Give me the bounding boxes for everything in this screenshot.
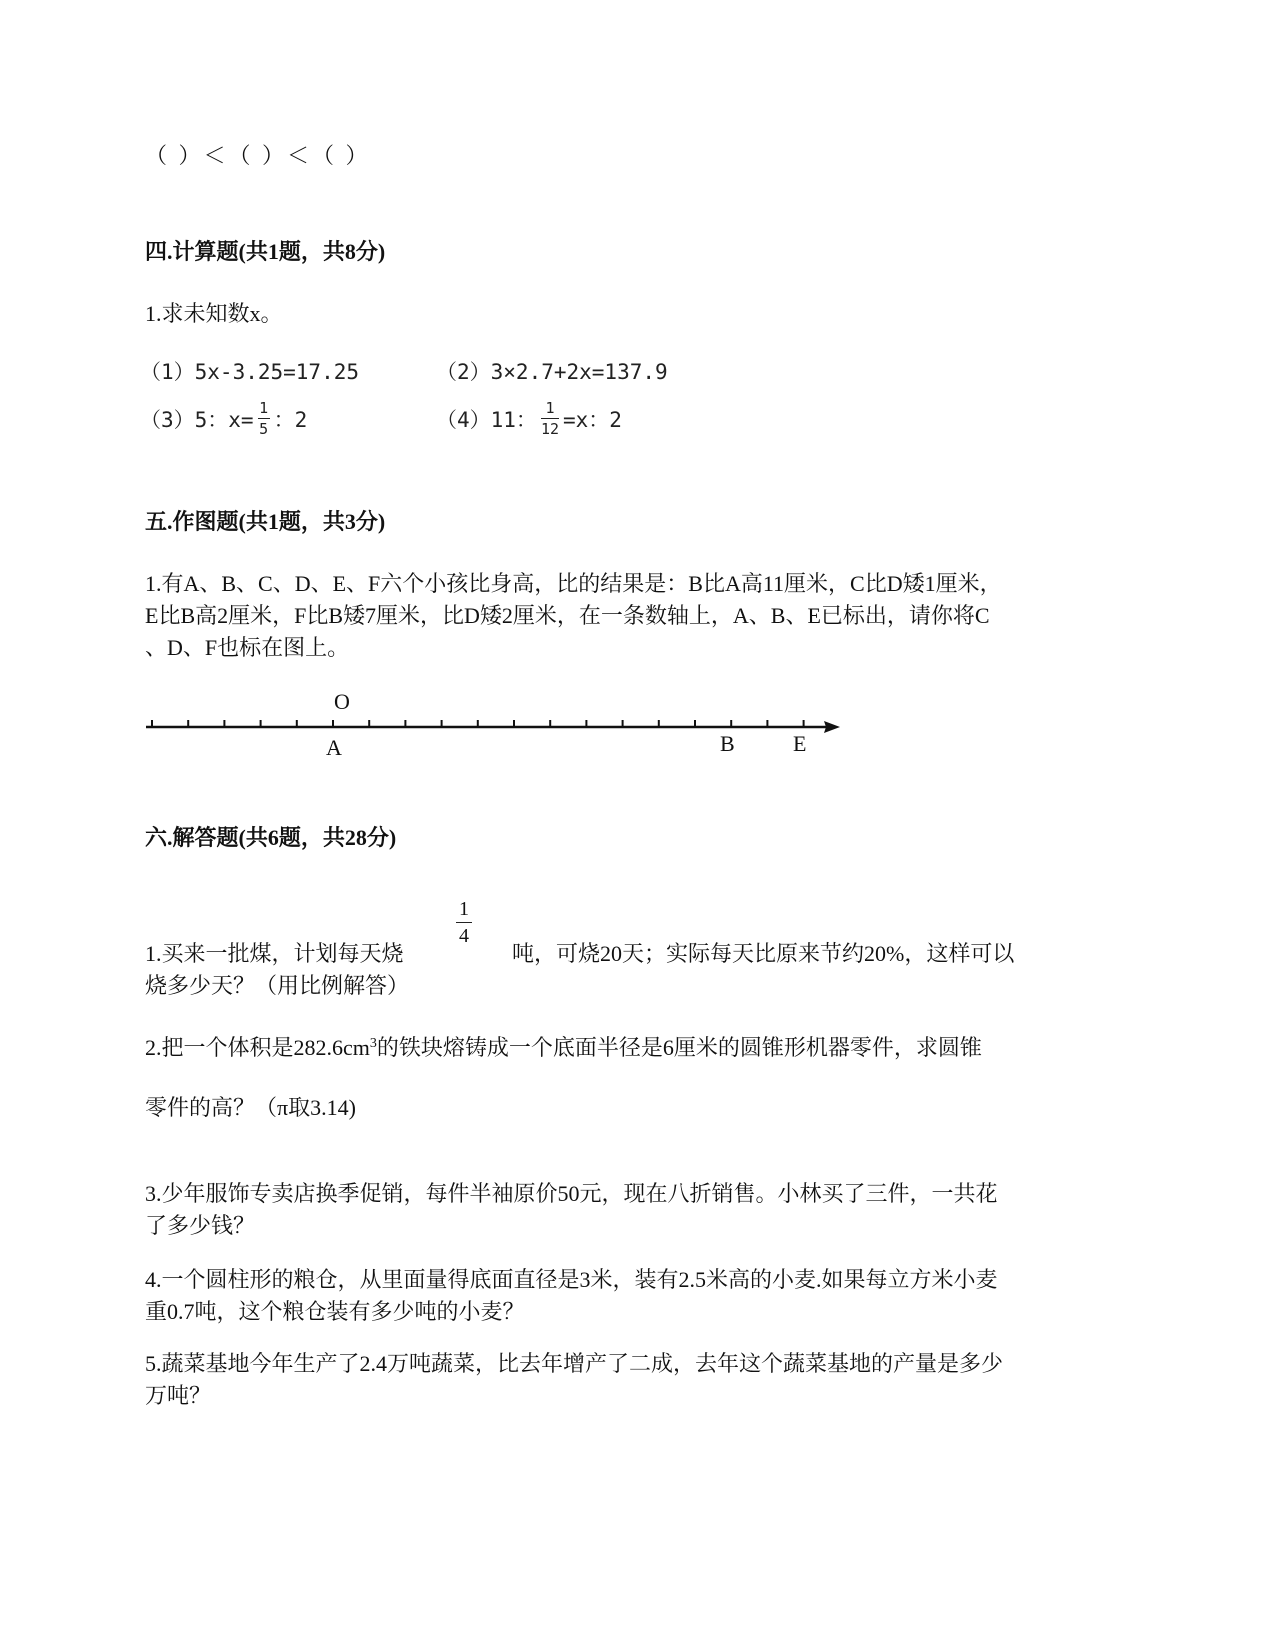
section-5-heading: 五.作图题(共1题，共3分) (145, 509, 386, 534)
question-2-text-start: 2.把一个体积是282.6cm (145, 1035, 370, 1060)
fraction-denominator: 4 (459, 925, 469, 947)
section-6-question-3-line-1: 3.少年服饰专卖店换季促销，每件半袖原价50元，现在八折销售。小林买了三件，一共花 (145, 1181, 998, 1206)
fraction-numerator: 1 (545, 399, 555, 417)
number-line (140, 685, 850, 765)
point-b-label: B (720, 731, 735, 756)
equation-1: （1）5x-3.25=17.25 (140, 360, 360, 384)
section-6-heading: 六.解答题(共6题，共28分) (145, 825, 397, 850)
axis-arrow (824, 721, 840, 733)
fraction-numerator: 1 (459, 898, 469, 920)
section-6-question-2-line-2: 零件的高？（π取3.14) (145, 1095, 356, 1120)
fraction-denominator: 5 (259, 420, 269, 438)
section-5-question-1-line-1: 1.有A、B、C、D、E、F六个小孩比身高，比的结果是：B比A高11厘米，C比D矮1厘米， (145, 571, 1002, 596)
coal-fraction (456, 898, 472, 947)
section-6-question-4-line-2: 重0.7吨，这个粮仓装有多少吨的小麦？ (145, 1299, 525, 1324)
section-6-question-4-line-1: 4.一个圆柱形的粮仓，从里面量得底面直径是3米，装有2.5米高的小麦.如果每立方米小麦 (145, 1267, 998, 1292)
compare-blanks: （ ）＜（ ）＜（ ） (145, 143, 371, 168)
point-a-label: A (326, 735, 342, 760)
fraction-bar (456, 922, 472, 923)
section-6-question-5-line-1: 5.蔬菜基地今年生产了2.4万吨蔬菜，比去年增产了二成，去年这个蔬菜基地的产量是多少 (145, 1351, 1004, 1376)
section-5-question-1-line-3: 、D、F也标在图上。 (145, 635, 350, 660)
equation-4-left: （4）11： (436, 407, 537, 432)
section-6-question-2-line-1 (145, 1028, 982, 1064)
equation-3-left: （3）5：x= (140, 407, 254, 432)
section-6-question-1-end: 吨，可烧20天；实际每天比原来节约20%，这样可以 (512, 941, 1015, 966)
section-4-heading: 四.计算题(共1题，共8分) (145, 239, 386, 264)
equation-4-fraction (541, 400, 559, 437)
equation-4 (436, 400, 622, 437)
section-6-question-5-line-2: 万吨？ (145, 1383, 212, 1408)
fraction-bar (258, 418, 270, 419)
equation-3 (140, 400, 307, 437)
equation-4-right: =x：2 (563, 407, 622, 432)
fraction-denominator: 12 (540, 420, 559, 438)
equation-2: （2）3×2.7+2x=137.9 (436, 360, 668, 384)
point-e-label: E (793, 731, 807, 756)
section-6-question-3-line-2: 了多少钱？ (145, 1213, 256, 1238)
origin-label: O (334, 689, 350, 714)
fraction-bar (541, 418, 559, 419)
equation-3-right: ：2 (273, 407, 308, 432)
section-5-question-1-line-2: E比B高2厘米，F比B矮7厘米，比D矮2厘米，在一条数轴上，A、B、E已标出，请你将C (145, 603, 990, 628)
section-4-question-1: 1.求未知数x。 (145, 301, 283, 326)
fraction-numerator: 1 (259, 399, 269, 417)
section-6-question-1-start: 1.买来一批煤，计划每天烧 (145, 941, 404, 966)
equation-3-fraction (258, 400, 270, 437)
superscript-cube: 3 (369, 1036, 377, 1051)
section-6-question-1-line-2: 烧多少天？（用比例解答） (145, 973, 410, 998)
question-2-text-end: 的铁块熔铸成一个底面半径是6厘米的圆锥形机器零件，求圆锥 (376, 1035, 982, 1060)
